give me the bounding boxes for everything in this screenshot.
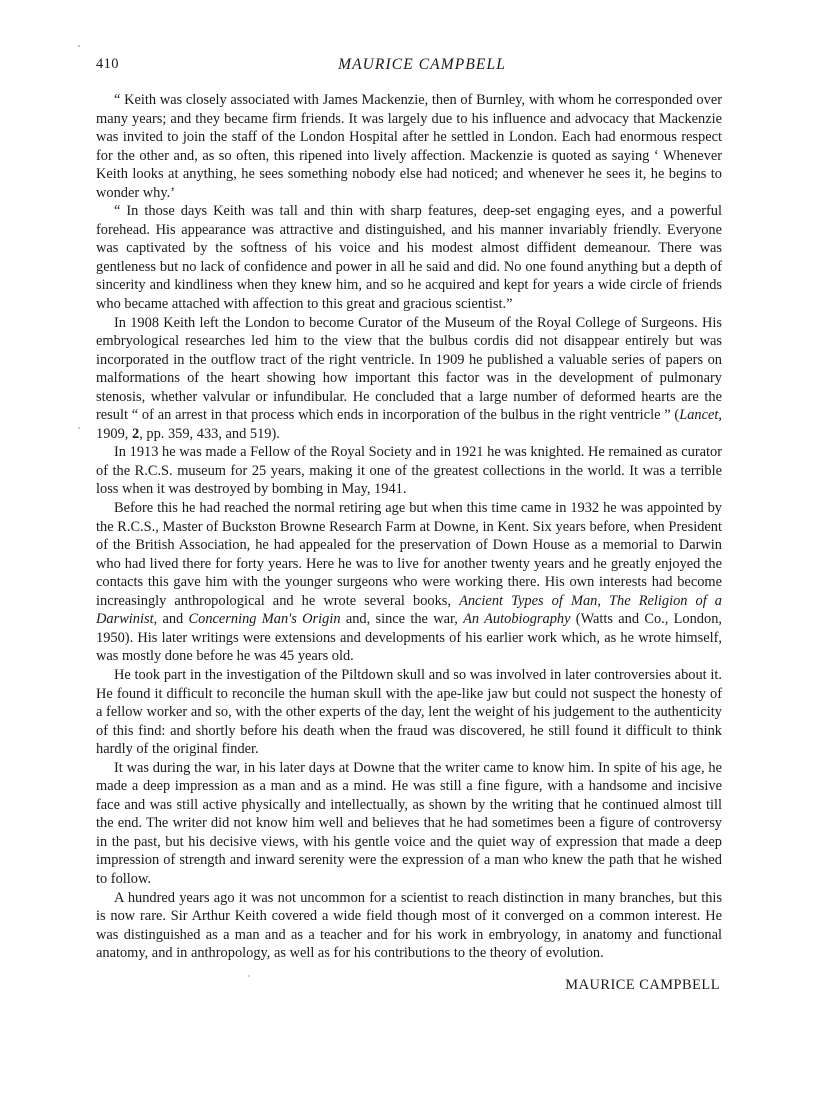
paragraph: In 1908 Keith left the London to become Curator of the Museum of the Royal College of Surgeons. His embryological researches led him to the view that the bulbus cordis did not disappear entirely but was incorporated in the outflow tract of the right ventricle. In 1909 he published a valuable series of papers on malformations of the heart showing how important this factor was in the development of pulmonary stenosis, whether valvular or infundibular. He concluded that a large number of deformed hearts are the result “ of an arrest in that process which ends in incorporation of the bulbus in the right ventricle ” (Lancet, 1909, 2, pp. 359, 433, and 519). — [96, 314, 722, 442]
page-header — [96, 56, 720, 76]
page-number: 410 — [96, 56, 119, 72]
paragraph: He took part in the investigation of the Piltdown skull and so was involved in later controversies about it. He found it difficult to reconcile the human skull with the ape-like jaw but could not suspect the honesty of a fellow worker and so, with the other experts of the day, lent the weight of his judgement to the authenticity of this find: and shortly before his death when the fraud was discovered, he still found it difficult to think hardly of the original finder. — [96, 666, 722, 758]
paragraph: It was during the war, in his later days at Downe that the writer came to know him. In spite of his age, he made a deep impression as a man and as a mind. He was still a fine figure, with a handsome and incisive face and was still active physically and intellectually, as shown by the writing that he continued almost till the end. The writer did not know him well and believes that he had sometimes been a figure of controversy in the past, but his decisive views, with his gentle voice and the quiet way of expression that made a deep impression of strength and inward serenity were the expression of a man who knew the path that he wished to follow. — [96, 759, 722, 887]
paragraph: In 1913 he was made a Fellow of the Royal Society and in 1921 he was knighted. He remained as curator of the R.C.S. museum for 25 years, making it one of the greatest collections in the world. It was a terrible loss when it was destroyed by bombing in May, 1941. — [96, 444, 722, 498]
page-speck-top — [78, 45, 80, 47]
paragraph: A hundred years ago it was not uncommon for a scientist to reach distinction in many branches, but this is now rare. Sir Arthur Keith covered a wide field though most of it converged on a common interest. He was distinguished as a man and as a teacher and for his work in embryology, in anatomy and functional anatomy, and in anthropology, as well as for his contributions to the theory of evolution. — [96, 889, 722, 962]
paragraph: “ Keith was closely associated with James Mackenzie, then of Burnley, with whom he corresponded over many years; and they became firm friends. It was largely due to his influence and advocacy that Mackenzie was invited to join the staff of the London Hospital after he settled in London. Each had enormous respect for the other and, as so often, this ripened into lively affection. Mackenzie is quoted as saying ‘ Whenever Keith looks at anything, he sees something nobody else had noticed; and whenever he sees it, he begins to wonder why.’ — [96, 92, 722, 201]
paragraph: Before this he had reached the normal retiring age but when this time came in 1932 he was appointed by the R.C.S., Master of Buckston Browne Research Farm at Downe, in Kent. Six years before, when President of the British Association, he had appealed for the preservation of Down House as a memorial to Darwin who had lived there for forty years. Here he was to live for another twenty years and he greatly enjoyed the contacts this gave him with the younger surgeons who were working there. His own interests had become increasingly anthropological and he wrote several books, Ancient Types of Man, The Religion of a Darwinist, and Concerning Man's Origin and, since the war, An Autobiography (Watts and Co., London, 1950). His later writings were extensions and developments of his earlier work which, as he wrote himself, was mostly done before he was 45 years old. — [96, 500, 723, 665]
running-title: MAURICE CAMPBELL — [338, 56, 506, 73]
paragraph: “ In those days Keith was tall and thin with sharp features, deep-set engaging eyes, and a powerful forehead. His appearance was attractive and distinguished, and his manner invariably friendly. Everyone was captivated by the softness of his voice and his modest almost diffident demeanour. There was gentleness but no lack of confidence and power in all he said and did. No one found anything but a depth of sincerity and kindliness when they knew him, and so he acquired and kept for years a wide circle of friends who became attached with affection to this great and gracious scientist.” — [96, 203, 722, 313]
page-speck-middle — [78, 427, 80, 429]
article-body — [96, 91, 722, 994]
author-signature: MAURICE CAMPBELL — [565, 976, 720, 993]
